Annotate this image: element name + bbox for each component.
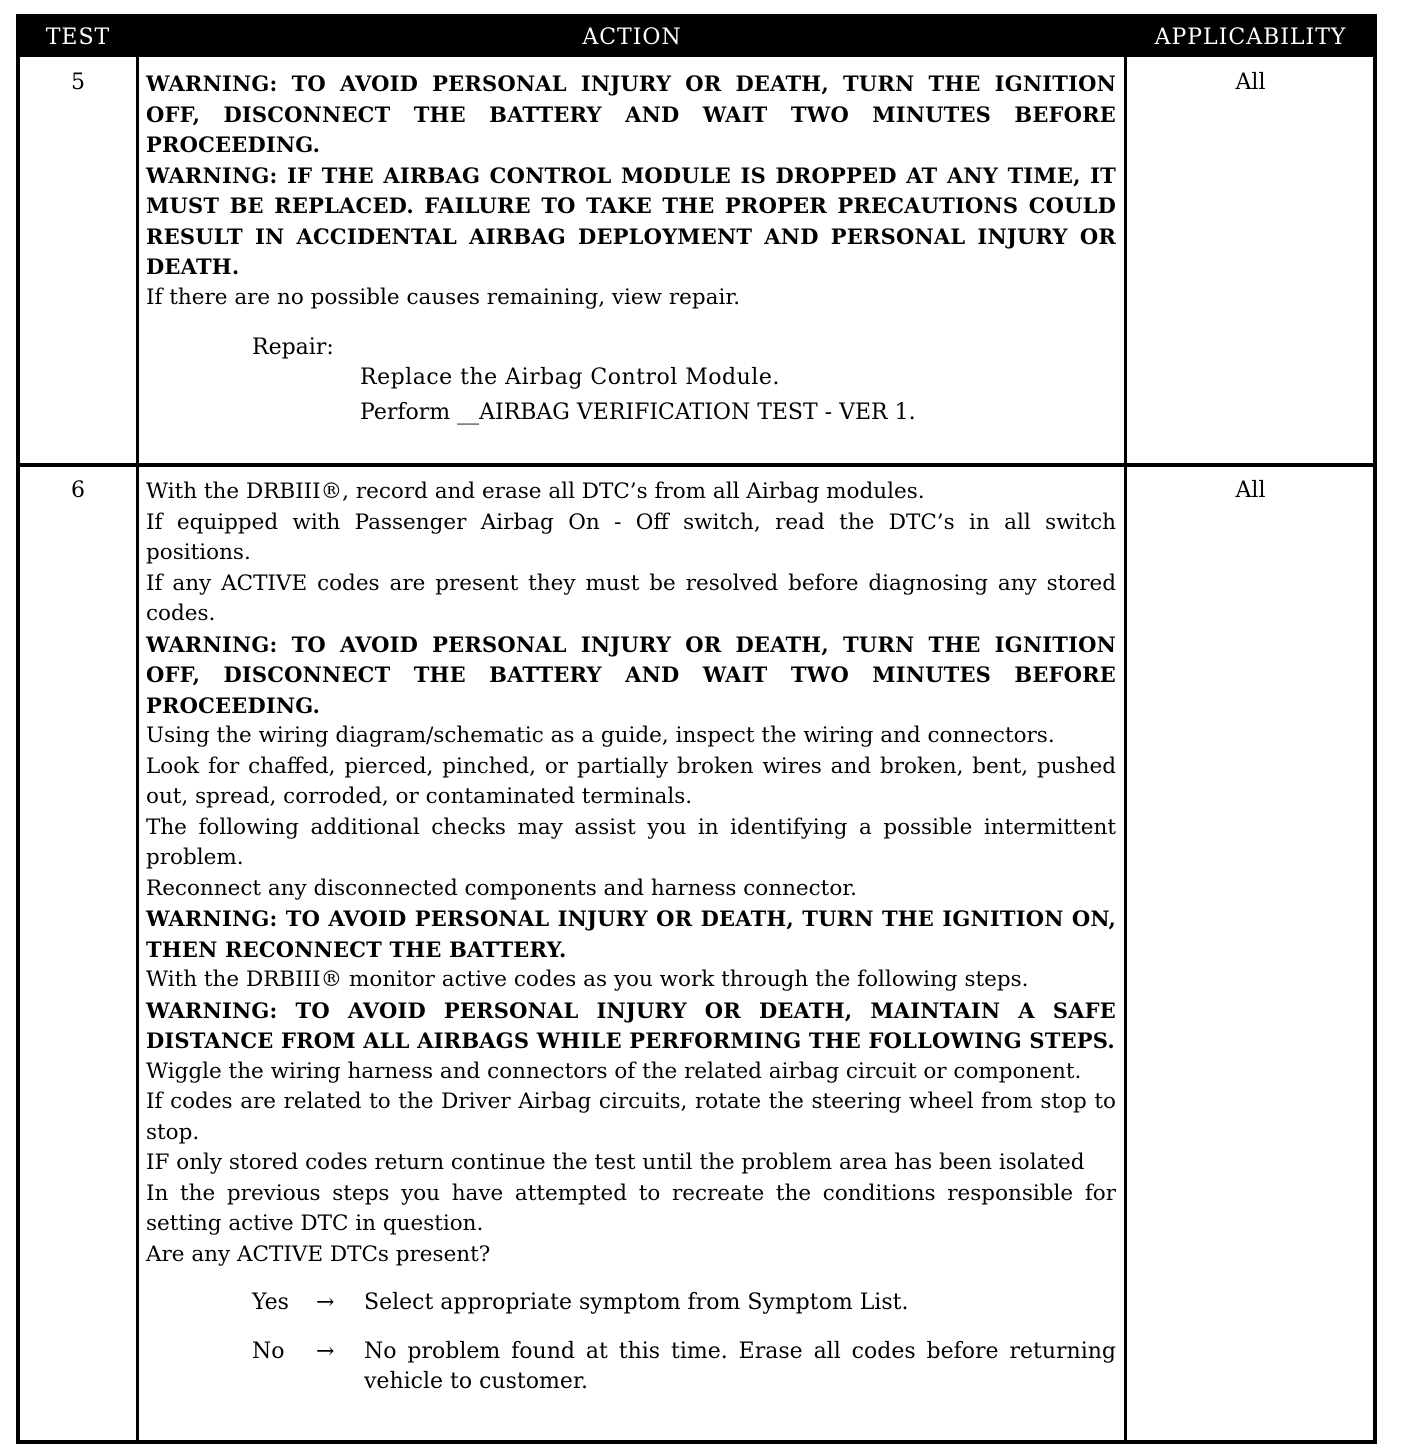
repair-label: Repair: <box>252 335 334 360</box>
instruction-text: Look for chaffed, pierced, pinched, or partially broken wires and broken, bent, pushed out, spread, corroded, or contaminated terminals. <box>146 753 1116 809</box>
action-cell <box>146 477 1116 1398</box>
column-divider <box>136 18 139 1440</box>
warning-text: WARNING: TO AVOID PERSONAL INJURY OR DEATH, TURN THE IGNITION OFF, DISCONNECT THE BATTERY AND WAIT TWO MINUTES BEFORE PROCEEDING. <box>146 631 1116 718</box>
instruction-text: If any ACTIVE codes are present they must be resolved before diagnosing any stored codes. <box>146 570 1116 626</box>
instruction-text: With the DRBIII®, record and erase all DTC’s from all Airbag modules. <box>146 479 925 504</box>
instruction-text: In the previous steps you have attempted to recreate the conditions responsible for setting active DTC in question. <box>146 1180 1116 1236</box>
arrow-right-icon: → <box>316 1338 335 1364</box>
repair-step: Perform __AIRBAG VERIFICATION TEST - VER 1. <box>360 400 916 425</box>
instruction-text: Using the wiring diagram/schematic as a guide, inspect the wiring and connectors. <box>146 723 1055 748</box>
repair-step: Replace the Airbag Control Module. <box>360 365 780 390</box>
header-action: ACTION <box>582 25 682 50</box>
diagnostic-table <box>16 14 1377 1444</box>
warning-text: WARNING: TO AVOID PERSONAL INJURY OR DEATH, TURN THE IGNITION OFF, DISCONNECT THE BATTERY AND WAIT TWO MINUTES BEFORE PROCEEDING. <box>146 71 1116 157</box>
instruction-text: If codes are related to the Driver Airbag circuits, rotate the steering wheel from stop to stop. <box>146 1089 1116 1145</box>
applicability-value: All <box>1235 70 1266 95</box>
instruction-text: Reconnect any disconnected components and harness connector. <box>146 875 858 901</box>
answer-label: No <box>252 1338 285 1364</box>
table-header <box>20 18 1373 57</box>
applicability-value: All <box>1235 478 1266 503</box>
answer-result: No problem found at this time. Erase all codes before returning vehicle to customer. <box>364 1338 1116 1394</box>
answer-label: Yes <box>252 1290 289 1315</box>
header-applicability: APPLICABILITY <box>1154 25 1347 50</box>
answer-result: Select appropriate symptom from Symptom List. <box>364 1290 909 1315</box>
header-test: TEST <box>45 25 111 50</box>
instruction-text: If there are no possible causes remaining, view repair. <box>146 284 741 310</box>
answer-no <box>146 1337 1116 1398</box>
instruction-text: The following additional checks may assist you in identifying a possible intermittent problem. <box>146 814 1116 870</box>
test-number: 5 <box>71 70 85 95</box>
warning-text: WARNING: IF THE AIRBAG CONTROL MODULE IS DROPPED AT ANY TIME, IT MUST BE REPLACED. FAILURE TO TAKE THE PROPER PRECAUTIONS COULD RESULT IN ACCIDENTAL AIRBAG DEPLOYMENT AND PERSONAL INJURY OR DEATH. <box>146 162 1116 279</box>
warning-text: WARNING: TO AVOID PERSONAL INJURY OR DEATH, MAINTAIN A SAFE DISTANCE FROM ALL AIRBAGS WHILE PERFORMING THE FOLLOWING STEPS. <box>146 997 1116 1053</box>
row-divider <box>20 463 1373 467</box>
arrow-right-icon: → <box>316 1290 335 1315</box>
repair-block <box>146 333 1116 433</box>
test-number: 6 <box>71 478 85 503</box>
instruction-text: Wiggle the wiring harness and connectors of the related airbag circuit or component. <box>146 1058 1082 1084</box>
action-cell <box>146 69 1116 433</box>
instruction-text: IF only stored codes return continue the test until the problem area has been isolated <box>146 1150 1085 1175</box>
question-text: Are any ACTIVE DTCs present? <box>146 1241 491 1267</box>
answer-yes <box>146 1288 1116 1319</box>
instruction-text: If equipped with Passenger Airbag On - Off switch, read the DTC’s in all switch positions. <box>146 509 1116 565</box>
instruction-text: With the DRBIII® monitor active codes as you work through the following steps. <box>146 967 1029 992</box>
column-divider <box>1124 18 1127 1440</box>
warning-text: WARNING: TO AVOID PERSONAL INJURY OR DEATH, TURN THE IGNITION ON, THEN RECONNECT THE BATTERY. <box>146 906 1116 962</box>
